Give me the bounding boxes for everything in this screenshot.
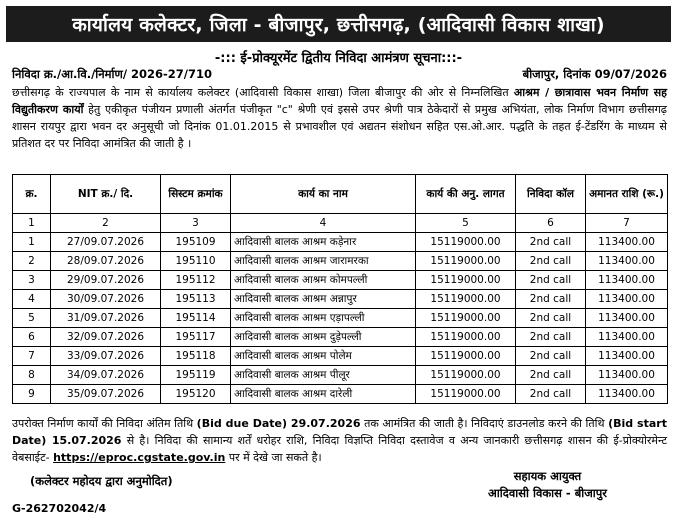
table-cell: 30/09.07.2026 bbox=[51, 290, 161, 309]
table-cell: 2nd call bbox=[516, 328, 586, 347]
table-cell: 32/09.07.2026 bbox=[51, 328, 161, 347]
table-cell: 4 bbox=[13, 290, 51, 309]
table-cell: 113400.00 bbox=[586, 366, 668, 385]
table-row bbox=[13, 290, 668, 309]
table-cell: 195109 bbox=[161, 233, 231, 252]
table-cell: आदिवासी बालक आश्रम अन्नापुर bbox=[231, 290, 416, 309]
table-cell: 8 bbox=[13, 366, 51, 385]
table-row bbox=[13, 309, 668, 328]
table-cell: 195117 bbox=[161, 328, 231, 347]
outro-text-4: पर में देखे जा सकते है। bbox=[225, 451, 322, 464]
col-header-work-name: कार्य का नाम bbox=[231, 175, 416, 214]
table-cell: 1 bbox=[13, 233, 51, 252]
outro-text-3: से है। निविदा की सामान्य शर्तें धरोहर राशि, निविदा विज्ञप्ति निविदा दस्तावेज व अन्य जानकारी छत्तीसगढ़ शासन की ई-प्रोक्योरमेन्ट वेबसाईट- bbox=[12, 434, 668, 464]
col-header-call: निविदा कॉल bbox=[516, 175, 586, 214]
table-cell: आदिवासी बालक आश्रम दारेली bbox=[231, 385, 416, 404]
table-row bbox=[13, 328, 668, 347]
place-date: बीजापुर, दिनांक 09/07/2026 bbox=[522, 67, 667, 81]
tender-number: निविदा क्र./आ.वि./निर्माण/ 2026-27/710 bbox=[12, 67, 213, 81]
table-cell: 113400.00 bbox=[586, 347, 668, 366]
table-cell: आदिवासी बालक आश्रम दुड़ेपल्ली bbox=[231, 328, 416, 347]
col-header-serial: क्र. bbox=[13, 175, 51, 214]
table-cell: 195112 bbox=[161, 271, 231, 290]
table-cell: 195119 bbox=[161, 366, 231, 385]
table-cell: आदिवासी बालक आश्रम एड़ापल्ली bbox=[231, 309, 416, 328]
table-cell: 113400.00 bbox=[586, 290, 668, 309]
table-cell: 2nd call bbox=[516, 290, 586, 309]
table-row bbox=[13, 366, 668, 385]
table-row bbox=[13, 271, 668, 290]
table-cell: 2nd call bbox=[516, 366, 586, 385]
table-cell: आदिवासी बालक आश्रम पीलूर bbox=[231, 366, 416, 385]
table-cell: 113400.00 bbox=[586, 309, 668, 328]
intro-text-1: छत्तीसगढ़ के राज्यपाल के नाम से कार्यालय कलेक्टर (आदिवासी विकास शाखा) जिला बीजापुर की ओर से निम्नलिखित bbox=[12, 86, 514, 99]
table-cell: 15119000.00 bbox=[416, 252, 516, 271]
table-cell: 6 bbox=[13, 328, 51, 347]
col-header-deposit: अमानत राशि (रू.) bbox=[586, 175, 668, 214]
tender-table bbox=[12, 174, 668, 404]
table-cell: 15119000.00 bbox=[416, 290, 516, 309]
table-cell: 113400.00 bbox=[586, 271, 668, 290]
eproc-link[interactable]: https://eproc.cgstate.gov.in bbox=[53, 451, 226, 464]
table-cell: 2nd call bbox=[516, 252, 586, 271]
table-cell: आदिवासी बालक आश्रम जारामरका bbox=[231, 252, 416, 271]
intro-paragraph bbox=[12, 84, 667, 152]
reference-line bbox=[12, 67, 667, 82]
notice-code: G-262702042/4 bbox=[12, 502, 107, 515]
intro-text-2: हेतु एकीकृत पंजीयन प्रणाली अंतर्गत पंजीकृत "c" श्रेणी एवं इससे उपर श्रेणी पात्र ठेकेदारों से प्रमुख अभियंता, लोक निर्माण विभाग छत्तीसगढ़ शासन रायपुर द्वारा भवन दर अनुसूची जो दिनांक 01.01.2015 से प्रभावशील एवं अद्यतन संशोधन सहित एस.ओ.आर. पद्धति के तहत ई-टेंडरिंग के माध्यम से प्रतिशत दर पर निविदा आमंत्रित की जाती है । bbox=[12, 103, 667, 150]
table-cell: 4 bbox=[231, 214, 416, 233]
table-cell: 6 bbox=[516, 214, 586, 233]
office-title-banner bbox=[6, 6, 671, 42]
table-cell: 113400.00 bbox=[586, 328, 668, 347]
table-cell: 7 bbox=[13, 347, 51, 366]
table-cell: 113400.00 bbox=[586, 385, 668, 404]
table-cell: आदिवासी बालक आश्रम पोलेम bbox=[231, 347, 416, 366]
table-cell: 2nd call bbox=[516, 385, 586, 404]
table-cell: 28/09.07.2026 bbox=[51, 252, 161, 271]
table-header-row bbox=[13, 175, 668, 214]
table-row bbox=[13, 252, 668, 271]
table-cell: आदिवासी बालक आश्रम कोमपल्ली bbox=[231, 271, 416, 290]
table-cell: 3 bbox=[13, 271, 51, 290]
outro-text-2: तक आमंत्रित की जाती है। निविदाएं डाउनलोड करने की तिथि bbox=[360, 417, 609, 430]
table-row bbox=[13, 385, 668, 404]
table-cell: 27/09.07.2026 bbox=[51, 233, 161, 252]
signatory-title: सहायक आयुक्त bbox=[513, 469, 582, 483]
approval-note: (कलेक्टर महोदय द्वारा अनुमोदित) bbox=[30, 474, 173, 488]
table-cell: 113400.00 bbox=[586, 233, 668, 252]
table-cell: 9 bbox=[13, 385, 51, 404]
col-header-system-no: सिस्टम क्रमांक bbox=[161, 175, 231, 214]
table-cell: 15119000.00 bbox=[416, 385, 516, 404]
table-cell: 1 bbox=[13, 214, 51, 233]
table-cell: 195110 bbox=[161, 252, 231, 271]
table-cell: 35/09.07.2026 bbox=[51, 385, 161, 404]
outro-text-1: उपरोक्त निर्माण कार्यों की निविदा अंतिम तिथि bbox=[12, 417, 197, 430]
intro-work-type: आश्रम / छात्रावास भवन निर्माण सह विद्युतीकरण कार्यों bbox=[12, 86, 667, 116]
table-cell: 15119000.00 bbox=[416, 347, 516, 366]
office-title: कार्यालय कलेक्टर, जिला - बीजापुर, छत्तीसगढ़, (आदिवासी विकास शाखा) bbox=[72, 14, 605, 36]
table-cell: 2nd call bbox=[516, 347, 586, 366]
table-cell: 2nd call bbox=[516, 233, 586, 252]
notice-subtitle: -::: ई-प्रोक्यूरमेंट द्वितीय निविदा आमंत्रण सूचना:::- bbox=[214, 51, 463, 66]
closing-paragraph bbox=[12, 415, 667, 466]
col-header-cost: कार्य की अनु. लागत bbox=[416, 175, 516, 214]
signature-block bbox=[488, 468, 607, 502]
col-header-nit: NIT क्र./ दि. bbox=[51, 175, 161, 214]
table-cell: 15119000.00 bbox=[416, 233, 516, 252]
bid-start-date: (Bid start Date) 15.07.2026 bbox=[12, 417, 667, 447]
table-cell: 5 bbox=[416, 214, 516, 233]
table-cell: आदिवासी बालक आश्रम कड़ेनार bbox=[231, 233, 416, 252]
table-cell: 2nd call bbox=[516, 309, 586, 328]
table-cell: 15119000.00 bbox=[416, 328, 516, 347]
table-cell: 34/09.07.2026 bbox=[51, 366, 161, 385]
table-row bbox=[13, 233, 668, 252]
table-cell: 195118 bbox=[161, 347, 231, 366]
bid-due-date: (Bid due Date) 29.07.2026 bbox=[196, 417, 361, 430]
table-cell: 2nd call bbox=[516, 271, 586, 290]
table-cell: 195113 bbox=[161, 290, 231, 309]
table-cell: 31/09.07.2026 bbox=[51, 309, 161, 328]
table-cell: 15119000.00 bbox=[416, 271, 516, 290]
table-cell: 33/09.07.2026 bbox=[51, 347, 161, 366]
table-cell: 2 bbox=[13, 252, 51, 271]
table-cell: 15119000.00 bbox=[416, 309, 516, 328]
table-cell: 3 bbox=[161, 214, 231, 233]
table-cell: 113400.00 bbox=[586, 252, 668, 271]
table-cell: 2 bbox=[51, 214, 161, 233]
signatory-department: आदिवासी विकास - बीजापुर bbox=[488, 486, 607, 500]
table-cell: 195120 bbox=[161, 385, 231, 404]
table-index-row bbox=[13, 214, 668, 233]
table-cell: 15119000.00 bbox=[416, 366, 516, 385]
table-cell: 5 bbox=[13, 309, 51, 328]
table-cell: 195114 bbox=[161, 309, 231, 328]
table-cell: 29/09.07.2026 bbox=[51, 271, 161, 290]
table-row bbox=[13, 347, 668, 366]
table-cell: 7 bbox=[586, 214, 668, 233]
